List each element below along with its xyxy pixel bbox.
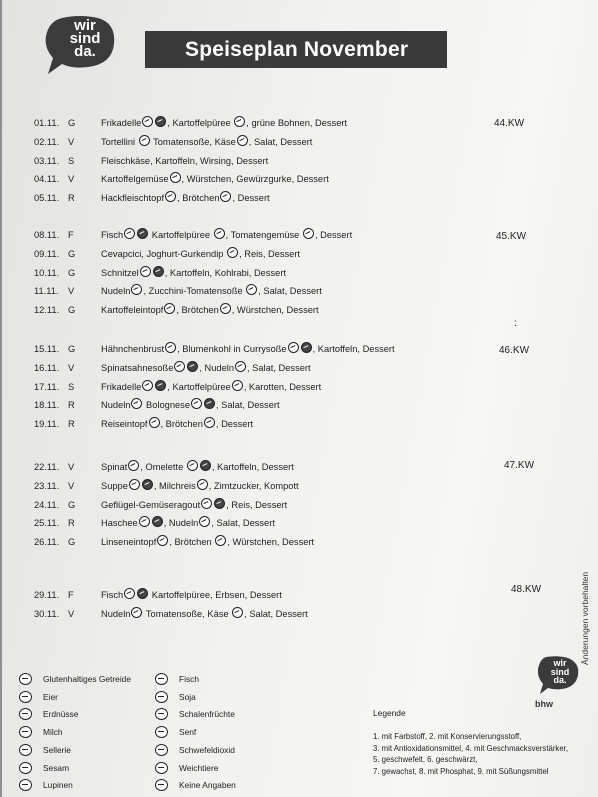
allergen-icon bbox=[170, 172, 181, 183]
allergen-icon bbox=[149, 417, 160, 428]
allergen-icon bbox=[155, 726, 168, 738]
menu-code: G bbox=[68, 248, 76, 259]
menu-meal bbox=[101, 359, 311, 377]
disclaimer-note: Änderungen vorbehalten bbox=[580, 571, 590, 665]
menu-row bbox=[2, 133, 598, 151]
week-label: 48.KW bbox=[511, 584, 542, 595]
allergen-icon bbox=[155, 744, 168, 756]
legend-label: Weichtiere bbox=[179, 762, 219, 773]
allergen-icon bbox=[220, 303, 231, 314]
legend-label: Senf bbox=[179, 727, 197, 738]
menu-meal bbox=[101, 301, 319, 319]
menu-row bbox=[2, 458, 598, 476]
allergen-icon bbox=[164, 303, 175, 314]
meal-text: , Reis, Dessert bbox=[239, 248, 301, 259]
menu-meal bbox=[101, 264, 286, 282]
meal-text: Reiseintopf bbox=[101, 419, 148, 430]
meal-text: , Salat, Dessert bbox=[216, 400, 280, 411]
allergen-icon bbox=[215, 535, 226, 546]
menu-date: 18.11. bbox=[34, 400, 60, 411]
meal-text: , Brötchen bbox=[176, 305, 219, 316]
menu-code: R bbox=[68, 193, 75, 204]
menu-date: 23.11. bbox=[34, 480, 60, 491]
meal-text: , Milchreis bbox=[153, 480, 196, 491]
menu-date: 12.11. bbox=[34, 305, 60, 316]
meal-text: , Kartoffeln, Kohlrabi, Dessert bbox=[164, 267, 286, 278]
menu-row bbox=[2, 264, 598, 282]
meal-text: Spinat bbox=[101, 462, 128, 472]
menu-date: 09.11. bbox=[34, 248, 60, 259]
menu-date: 29.11. bbox=[34, 590, 60, 600]
allergen-icon bbox=[214, 498, 225, 509]
meal-text: Kartoffelpüree, Erbsen, Dessert bbox=[149, 590, 282, 600]
meal-text: , Kartoffelpüree bbox=[167, 118, 234, 128]
allergen-icon bbox=[165, 342, 176, 353]
allergen-icon bbox=[200, 460, 211, 471]
meal-text: Tomatensoße, Käse bbox=[150, 136, 236, 147]
legend-title: Legende bbox=[373, 708, 406, 718]
menu-code: S bbox=[68, 155, 75, 166]
meal-text: , Würstchen, Dessert bbox=[227, 537, 315, 548]
menu-row bbox=[2, 189, 598, 207]
meal-text: , Kartoffeln, Dessert bbox=[312, 344, 395, 354]
legend-label: Fisch bbox=[179, 674, 200, 684]
logo-text: wir sind da. bbox=[69, 17, 101, 60]
meal-text: , Tomatengemüse bbox=[225, 230, 302, 240]
menu-meal bbox=[101, 170, 329, 188]
allergen-icon bbox=[155, 116, 166, 127]
meal-text: , Salat, Dessert bbox=[244, 608, 308, 619]
menu-meal bbox=[101, 189, 270, 207]
allergen-icon bbox=[155, 380, 166, 391]
menu-date: 05.11. bbox=[34, 193, 60, 204]
meal-text: Spinatsahnesoße bbox=[101, 362, 174, 373]
allergen-icon bbox=[187, 460, 198, 471]
menu-row bbox=[2, 477, 598, 495]
allergen-icon bbox=[139, 135, 150, 146]
meal-text: , Dessert bbox=[232, 193, 270, 204]
meal-text: Hähnchenbrust bbox=[101, 344, 165, 354]
allergen-icon bbox=[142, 116, 153, 127]
allergen-icon bbox=[303, 228, 314, 239]
menu-code: V bbox=[68, 174, 75, 185]
meal-text: , Blumenkohl in Currysoße bbox=[177, 344, 287, 354]
allergen-icon bbox=[128, 460, 139, 471]
meal-text: , Würstchen, Dessert bbox=[231, 305, 319, 316]
menu-date: 15.11. bbox=[34, 344, 60, 354]
allergen-icon bbox=[129, 479, 140, 490]
menu-meal bbox=[101, 226, 352, 244]
menu-meal bbox=[101, 605, 308, 623]
legend-label: Lupinen bbox=[43, 780, 73, 791]
menu-date: 04.11. bbox=[34, 174, 60, 185]
menu-meal bbox=[101, 533, 314, 551]
allergen-icon bbox=[197, 479, 208, 490]
meal-text: Fisch bbox=[101, 590, 124, 600]
menu-meal bbox=[101, 496, 287, 514]
menu-code: V bbox=[68, 462, 75, 472]
menu-meal bbox=[101, 133, 312, 151]
menu-code: V bbox=[68, 480, 75, 491]
allergen-icon bbox=[139, 516, 150, 527]
allergen-icon bbox=[199, 516, 210, 527]
allergen-icon bbox=[19, 726, 32, 738]
menu-code: G bbox=[68, 499, 76, 510]
page-title: Speiseplan November bbox=[145, 31, 447, 68]
menu-row bbox=[2, 301, 598, 319]
allergen-icon bbox=[19, 673, 32, 685]
legend-label: Glutenhaltiges Getreide bbox=[43, 674, 131, 684]
menu-date: 01.11. bbox=[34, 118, 60, 128]
menu-date: 02.11. bbox=[34, 136, 60, 147]
legend-label: Erdnüsse bbox=[43, 709, 79, 720]
legend-label: Schwefeldioxid bbox=[179, 744, 235, 755]
meal-text: Fleischkäse, Kartoffeln, Wirsing, Dessert bbox=[101, 155, 269, 166]
allergen-icon bbox=[232, 380, 243, 391]
menu-code: G bbox=[68, 344, 76, 354]
legend-label: Milch bbox=[43, 727, 63, 738]
allergen-icon bbox=[204, 398, 215, 409]
allergen-icon bbox=[131, 398, 142, 409]
meal-text: Schnitzel bbox=[101, 267, 139, 278]
menu-date: 16.11. bbox=[34, 362, 60, 373]
meal-text: , Nudeln bbox=[199, 362, 235, 373]
meal-text: Tomatensoße, Käse bbox=[143, 608, 232, 619]
menu-date: 24.11. bbox=[34, 499, 60, 510]
allergen-icon bbox=[220, 191, 231, 202]
menu-row bbox=[2, 605, 598, 623]
menu-code: V bbox=[68, 286, 75, 297]
allergen-icon bbox=[174, 361, 185, 372]
stray-mark: : bbox=[514, 318, 517, 329]
menu-date: 03.11. bbox=[34, 155, 60, 166]
menu-meal bbox=[101, 415, 253, 433]
meal-text: , Brötchen bbox=[177, 193, 220, 204]
menu-row bbox=[2, 170, 598, 188]
allergen-icon bbox=[131, 607, 142, 618]
legend-label: Sellerie bbox=[43, 744, 71, 755]
allergen-icon bbox=[232, 607, 243, 618]
meal-text: Cevapcici, Joghurt-Gurkendip bbox=[101, 248, 227, 259]
allergen-icon bbox=[191, 398, 202, 409]
allergen-icon bbox=[227, 247, 238, 258]
menu-meal bbox=[101, 458, 294, 476]
week-label: 47.KW bbox=[504, 460, 535, 471]
allergen-icon bbox=[165, 191, 176, 202]
meal-text: Fisch bbox=[101, 230, 124, 240]
meal-text: , Reis, Dessert bbox=[226, 499, 288, 510]
meal-text: , grüne Bohnen, Dessert bbox=[246, 118, 348, 128]
allergen-icon bbox=[152, 516, 163, 527]
meal-text: Nudeln bbox=[101, 608, 131, 619]
allergen-icon bbox=[235, 361, 246, 372]
meal-text: , Salat, Dessert bbox=[211, 518, 275, 529]
menu-row bbox=[2, 533, 598, 551]
allergen-icon bbox=[124, 588, 135, 599]
allergen-icon bbox=[131, 284, 142, 295]
menu-code: V bbox=[68, 362, 75, 373]
menu-code: F bbox=[68, 230, 74, 240]
week-label: 46.KW bbox=[499, 345, 530, 356]
allergen-icon bbox=[237, 135, 248, 146]
note-line: 3. mit Antioxidationsmittel, 4. mit Geschmacksverstärker, bbox=[373, 743, 568, 753]
menu-sheet bbox=[2, 0, 598, 797]
allergen-icon bbox=[137, 588, 148, 599]
menu-meal bbox=[101, 396, 280, 414]
allergen-icon bbox=[19, 708, 32, 720]
allergen-icon bbox=[155, 779, 168, 791]
allergen-icon bbox=[155, 691, 168, 703]
menu-row bbox=[2, 340, 598, 358]
brand-bhw: bhw bbox=[535, 699, 553, 709]
menu-date: 19.11. bbox=[34, 419, 60, 430]
meal-text: Geflügel-Gemüseragout bbox=[101, 499, 201, 510]
menu-date: 22.11. bbox=[34, 462, 60, 472]
menu-row bbox=[2, 282, 598, 300]
note-line: 7. gewachst, 8. mit Phosphat, 9. mit Süßungsmittel bbox=[373, 766, 549, 776]
menu-row bbox=[2, 514, 598, 532]
menu-date: 10.11. bbox=[34, 267, 60, 278]
note-line: 1. mit Farbstoff, 2. mit Konservierungsstoff, bbox=[373, 732, 522, 741]
menu-meal bbox=[101, 378, 321, 396]
meal-text: , Würstchen, Gewürzgurke, Dessert bbox=[181, 174, 329, 185]
allergen-icon bbox=[155, 762, 168, 774]
legend-label: Soja bbox=[179, 691, 196, 702]
menu-meal bbox=[101, 282, 322, 300]
allergen-icon bbox=[153, 266, 164, 277]
menu-meal bbox=[101, 340, 395, 358]
allergen-icon bbox=[187, 361, 198, 372]
meal-text: , Salat, Dessert bbox=[248, 136, 313, 147]
meal-text: Kartoffelpüree bbox=[149, 230, 213, 240]
menu-row bbox=[2, 245, 598, 263]
meal-text: , Kartoffeln, Dessert bbox=[211, 462, 294, 472]
menu-code: G bbox=[68, 118, 76, 128]
allergen-icon bbox=[201, 498, 212, 509]
allergen-icon bbox=[157, 535, 168, 546]
meal-text: , Omelette bbox=[140, 462, 186, 472]
menu-date: 25.11. bbox=[34, 518, 60, 529]
meal-text: , Nudeln bbox=[163, 518, 199, 529]
menu-code: R bbox=[68, 518, 75, 529]
meal-text: Nudeln bbox=[101, 286, 131, 297]
meal-text: Suppe bbox=[101, 480, 128, 491]
meal-text: , Zimtzucker, Kompott bbox=[208, 480, 299, 491]
allergen-icon bbox=[288, 342, 299, 353]
meal-text: , Dessert bbox=[215, 419, 254, 430]
allergen-icon bbox=[19, 762, 32, 774]
logo-small-text: wir sind da. bbox=[550, 658, 570, 685]
menu-code: G bbox=[68, 267, 76, 278]
meal-text: Tortellini bbox=[101, 136, 138, 147]
meal-text: Frikadelle bbox=[101, 118, 142, 128]
meal-text: , Kartoffelpüree bbox=[167, 381, 231, 392]
menu-meal bbox=[101, 586, 282, 604]
menu-meal bbox=[101, 514, 275, 532]
allergen-icon bbox=[19, 691, 32, 703]
allergen-icon bbox=[19, 744, 32, 756]
menu-code: V bbox=[68, 136, 75, 147]
legend-label: Eier bbox=[43, 691, 58, 702]
note-line: 5. geschwefelt, 6. geschwärzt, bbox=[373, 755, 478, 764]
meal-text: , Salat, Dessert bbox=[258, 286, 322, 297]
allergen-icon bbox=[124, 228, 135, 239]
menu-code: V bbox=[68, 608, 75, 619]
menu-code: R bbox=[68, 400, 75, 411]
allergen-icon bbox=[142, 380, 153, 391]
meal-text: Linseneintopf bbox=[101, 537, 157, 548]
menu-row bbox=[2, 378, 598, 396]
menu-code: S bbox=[68, 381, 75, 392]
allergen-icon bbox=[137, 228, 148, 239]
menu-row bbox=[2, 496, 598, 514]
menu-date: 17.11. bbox=[34, 381, 60, 392]
menu-row bbox=[2, 415, 598, 433]
week-label: 45.KW bbox=[496, 231, 527, 242]
allergen-icon bbox=[214, 228, 225, 239]
menu-date: 08.11. bbox=[34, 230, 60, 240]
menu-row bbox=[2, 114, 598, 132]
menu-meal bbox=[101, 477, 299, 495]
meal-text: , Zucchini-Tomatensoße bbox=[143, 286, 246, 297]
meal-text: Bolognese bbox=[143, 400, 190, 411]
meal-text: Haschee bbox=[101, 518, 138, 529]
meal-text: Nudeln bbox=[101, 400, 131, 411]
allergen-icon bbox=[301, 342, 312, 353]
legend-label: Keine Angaben bbox=[179, 780, 236, 791]
menu-row bbox=[2, 396, 598, 414]
allergen-icon bbox=[19, 779, 32, 791]
meal-text: Kartoffelgemüse bbox=[101, 174, 169, 185]
menu-row bbox=[2, 226, 598, 244]
week-label: 44.KW bbox=[494, 118, 525, 129]
allergen-icon bbox=[246, 284, 257, 295]
menu-row bbox=[2, 586, 598, 604]
allergen-icon bbox=[204, 417, 215, 428]
meal-text: , Karotten, Dessert bbox=[243, 381, 322, 392]
menu-meal bbox=[101, 114, 347, 132]
menu-row bbox=[2, 359, 598, 377]
menu-code: G bbox=[68, 305, 76, 316]
meal-text: Hackfleischtopf bbox=[101, 193, 165, 204]
legend-label: Sesam bbox=[43, 762, 70, 773]
menu-code: R bbox=[68, 419, 75, 430]
meal-text: , Brötchen bbox=[160, 419, 203, 430]
allergen-icon bbox=[155, 708, 168, 720]
menu-code: F bbox=[68, 590, 74, 600]
meal-text: Frikadelle bbox=[101, 381, 142, 392]
menu-date: 30.11. bbox=[34, 608, 60, 619]
menu-meal bbox=[101, 152, 268, 170]
meal-text: , Dessert bbox=[314, 230, 353, 240]
menu-date: 11.11. bbox=[34, 286, 59, 297]
legend-label: Schalenfrüchte bbox=[179, 709, 235, 720]
meal-text: Kartoffeleintopf bbox=[101, 305, 164, 316]
menu-meal bbox=[101, 245, 300, 263]
allergen-icon bbox=[140, 266, 151, 277]
menu-row bbox=[2, 152, 598, 170]
menu-code: G bbox=[68, 537, 76, 548]
meal-text: , Salat, Dessert bbox=[247, 362, 311, 373]
allergen-icon bbox=[234, 116, 245, 127]
allergen-icon bbox=[155, 673, 168, 685]
meal-text: , Brötchen bbox=[169, 537, 215, 548]
additive-notes bbox=[373, 731, 598, 777]
allergen-icon bbox=[142, 479, 153, 490]
menu-date: 26.11. bbox=[34, 537, 60, 548]
